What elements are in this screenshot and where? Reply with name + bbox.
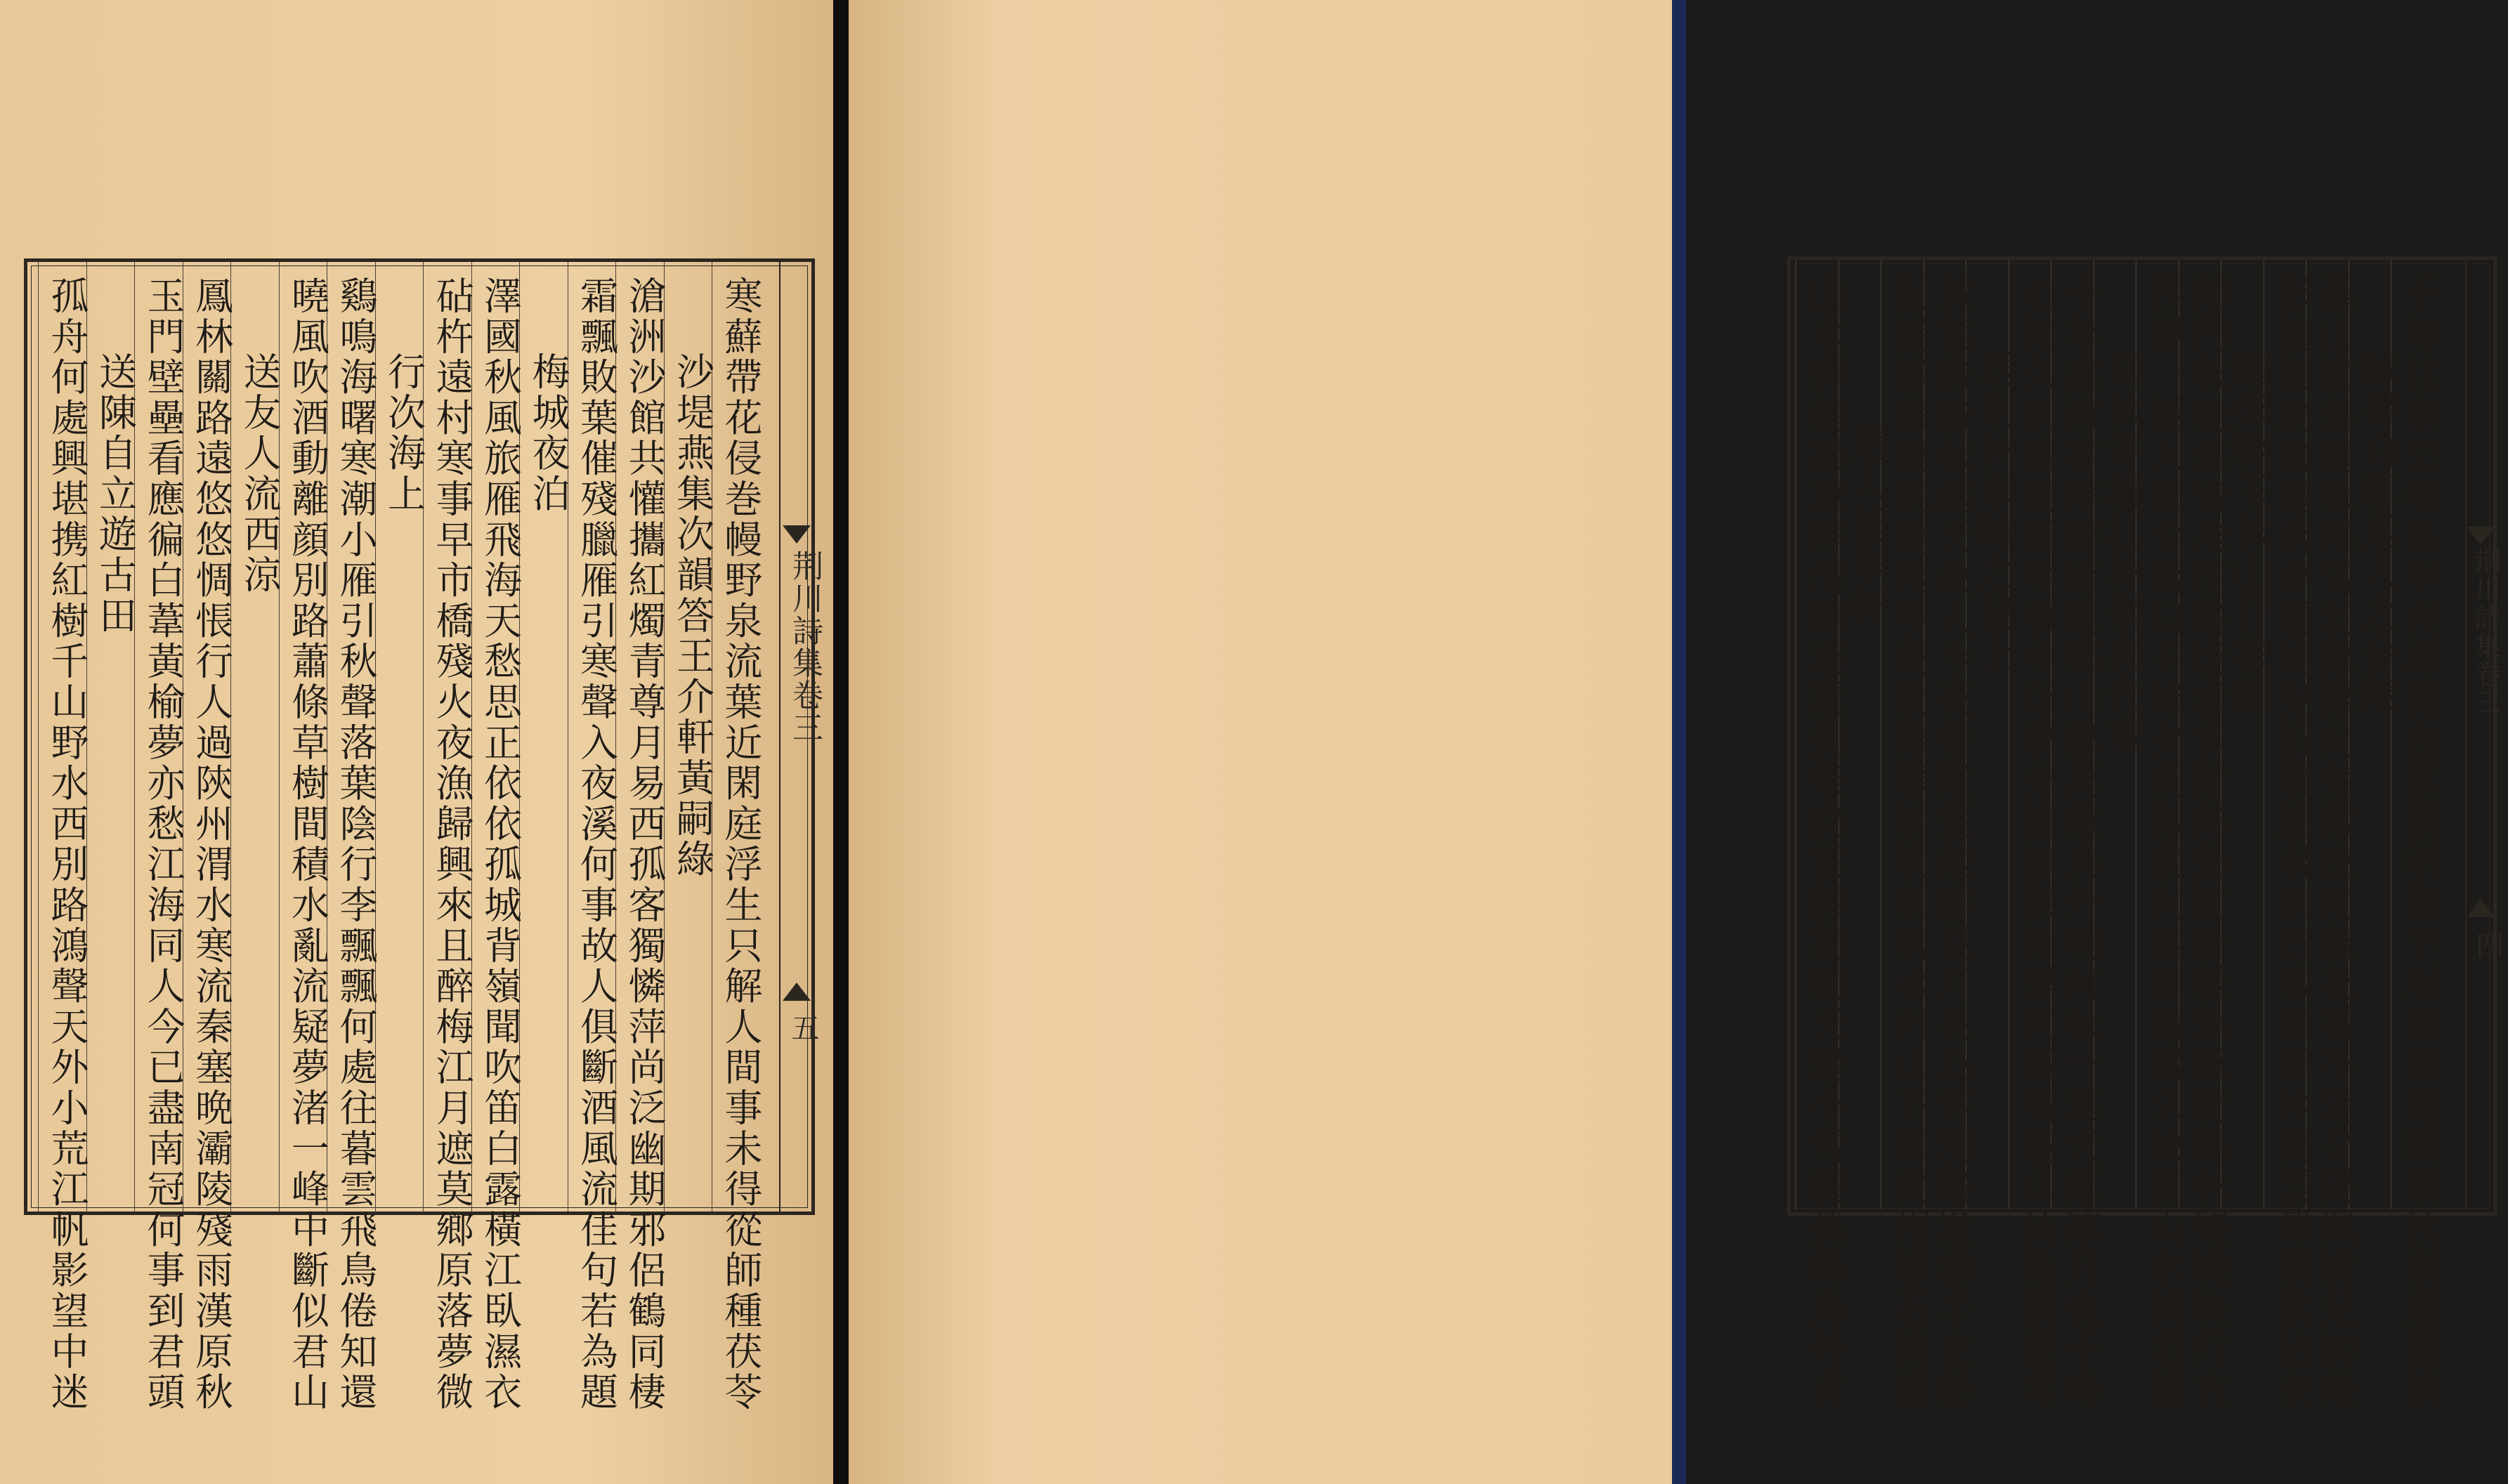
poem-title-column: 題彭翾玉秋山行旅圖 [2228, 350, 2272, 716]
book-gutter [833, 0, 849, 1484]
poem-title-column: 初秋寄清江林崇高先輩 [2100, 350, 2145, 756]
poem-title-column: 沙堤燕集次韻答王介軒黃嗣綠 [670, 352, 715, 880]
binding-edge [1672, 0, 1686, 1484]
fish-tail-mark-lower [783, 983, 811, 1001]
poem-title-column: 梅城夜泊 [526, 352, 570, 515]
poem-line-column: 山水嬋娟掃黛屏清暉迢遞到柴扃雲歸獨樹天邊小雪麗孤峰鳥外青 [1803, 274, 1847, 1411]
poem-title-column: 送友人流西涼 [237, 352, 282, 596]
right-page [849, 0, 2504, 1484]
poem-title-column: 賦得白雁送人之金陵 [2355, 350, 2400, 716]
right-page-fold-margin [2465, 260, 2504, 1209]
poem-line-column: 西風一飯人烟少落日千峰夕鳥微莫向他鄉留滯久故園山水候君歸 [2143, 274, 2187, 1411]
poem-line-column: 滄洲沙館共懽攜紅燭青尊月易西孤客獨憐萍尚泛幽期邪侶鶴同棲 [622, 276, 667, 1413]
poem-line-column: 燕山榆葉望秋稀雪羽瀟瀟向楚微夜雨蘆花看不定夕陽楓樹見初飛 [2313, 274, 2357, 1411]
left-page-fold-margin [779, 262, 823, 1212]
poem-line-column: 霜飄敗葉催殘臘雁引寒聲入夜溪何事故人俱斷酒風流佳句若為題 [574, 276, 619, 1413]
left-page-number: 五 [787, 1013, 819, 1042]
poem-line-column: 澤國秋風旅雁飛海天愁思正依依孤城背嶺聞吹笛白露橫江臥濕衣 [478, 276, 523, 1413]
poem-line-column: 閉門秋晩葉皆飛征路逢霜客漸稀獨樹斷猨愁遠騎隔林殘燒映行衣 [2185, 274, 2230, 1411]
column-rule [38, 262, 39, 1212]
poem-title-column: 送陳自立遊古田 [93, 352, 138, 636]
poem-line-column: 鷄鳴海曙寒潮小雁引秋聲落葉陰行李飄飄何處往暮雲飛鳥倦知還 [334, 276, 378, 1413]
poem-title-column: 行次海上 [381, 352, 426, 515]
poem-line-column: 鳳林關路遠悠悠惆悵行人過陝州渭水寒流秦塞晩灞陵殘雨漢原秋 [189, 276, 234, 1413]
poem-line-column: 影隨漢騎營邊落夢遶胡兒笛裏歸君到石城霜漸冷莫雲聲斷欲沾衣 [2270, 274, 2315, 1411]
poem-line-column: 心知久別魂應斷生事中年夢亦慵無限相思何處着越山仙島樹蒙茸 [2015, 274, 2060, 1411]
right-page-frame [1787, 256, 2504, 1411]
fish-tail-mark [2467, 527, 2495, 545]
poem-title-column: 道人延翠軒 [1845, 424, 1890, 627]
fish-tail-mark [783, 525, 811, 544]
right-fold-title: 荆川詩集卷三 [2470, 548, 2501, 716]
left-page-frame [24, 258, 823, 1413]
fish-tail-mark-lower [2467, 899, 2495, 917]
poem-line-column: 十年滄海寄萍蹤迢遞鄉山思萬重鳥外明河秋一葉天涯凉月夜千峰 [2058, 274, 2102, 1411]
left-page [0, 0, 833, 1484]
poem-line-column: 孤舟何處興堪携紅樹千山野水西別路鴻聲天外小荒江帆影望中迷 [45, 276, 89, 1413]
poem-line-column: 寒蘚帶花侵巻幔野泉流葉近閑庭浮生只解人間事未得從師種茯苓 [719, 276, 763, 1413]
poem-line-column: 砧杵遠村寒事早市橋殘火夜漁歸興來且醉梅江月遮莫鄉原落夢微 [430, 276, 474, 1413]
poem-line-column: 曉風吹酒動離顔別路蕭條草樹間積水亂流疑夢渚一峰中斷似君山 [285, 276, 330, 1413]
poem-line-column: 黃葉紛紛秋滿天故人今夜惜離筵他鄉見月長為客別路逢霜半在船 [1930, 274, 1975, 1411]
left-fold-title: 荆川詩集卷三 [787, 550, 823, 744]
poem-line-column: 劒浦綠蕪連晩燒幔亭荒樹帶寒烟明朝碧水丹山下知爾相思若箇邊 [1888, 274, 1932, 1411]
right-page-number: 四 [2471, 931, 2504, 959]
poem-title-column: 送別林彥時之建上 [1973, 350, 2017, 675]
poem-line-column: 千年往事空啼鳥半夜疎鐘自落潮明發不堪回首處暝烟秋雨過楓橋 [2398, 274, 2442, 1411]
poem-line-column: 玉門壁壘看應徧白葦黃榆夢亦愁江海同人今已盡南冠何事到君頭 [141, 276, 185, 1413]
